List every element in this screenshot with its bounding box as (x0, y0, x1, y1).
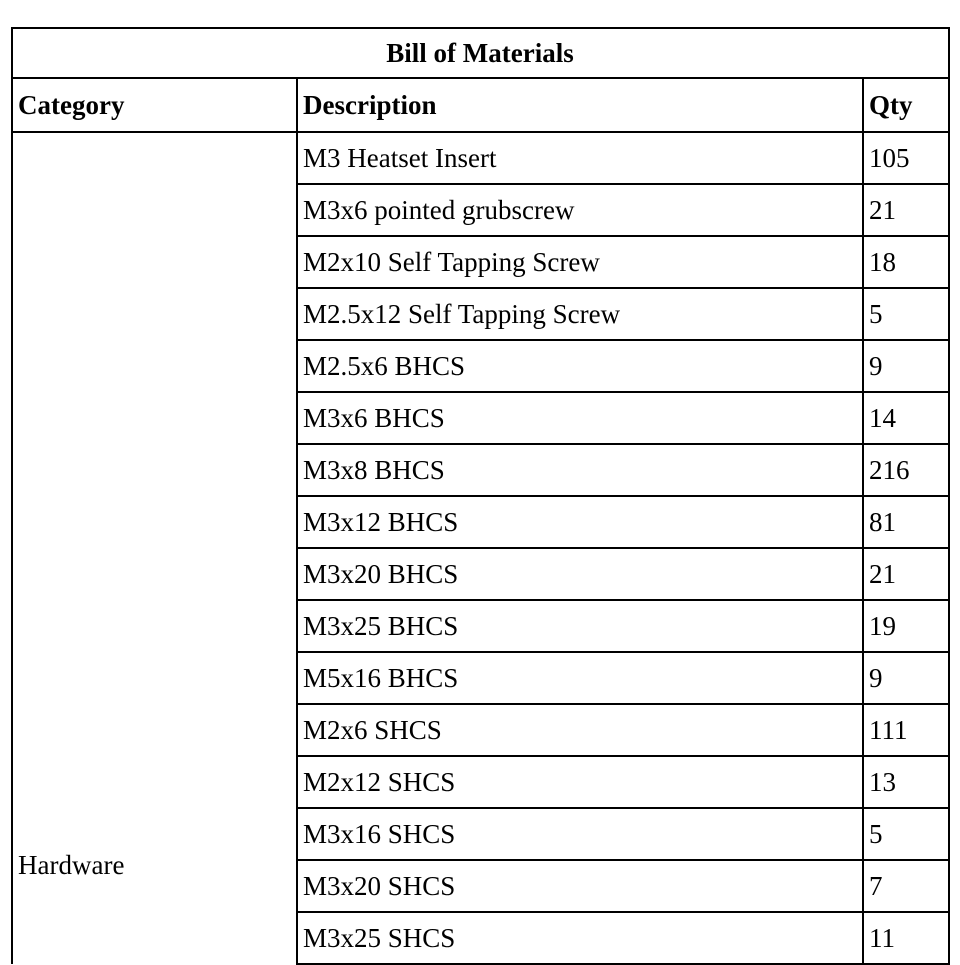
description-cell: M3x25 SHCS (297, 912, 863, 964)
table-header-row (12, 78, 949, 132)
bill-of-materials-table (11, 27, 950, 965)
qty-cell: 5 (863, 288, 949, 340)
table-title: Bill of Materials (12, 28, 949, 78)
category-label: Hardware (18, 850, 125, 880)
qty-cell: 111 (863, 704, 949, 756)
description-cell: M2x6 SHCS (297, 704, 863, 756)
description-cell: M3x16 SHCS (297, 808, 863, 860)
description-cell: M3x25 BHCS (297, 600, 863, 652)
description-cell: M3x6 BHCS (297, 392, 863, 444)
category-cell (12, 132, 297, 964)
description-cell: M3x8 BHCS (297, 444, 863, 496)
table-body (12, 132, 949, 964)
column-header-description: Description (297, 78, 863, 132)
description-cell: M2x12 SHCS (297, 756, 863, 808)
column-header-category: Category (12, 78, 297, 132)
description-cell: M3 Heatset Insert (297, 132, 863, 184)
qty-cell: 81 (863, 496, 949, 548)
description-cell: M2.5x6 BHCS (297, 340, 863, 392)
qty-cell: 9 (863, 652, 949, 704)
description-cell: M3x12 BHCS (297, 496, 863, 548)
description-cell: M5x16 BHCS (297, 652, 863, 704)
qty-cell: 13 (863, 756, 949, 808)
description-cell: M3x20 BHCS (297, 548, 863, 600)
description-cell: M2x10 Self Tapping Screw (297, 236, 863, 288)
description-cell: M3x20 SHCS (297, 860, 863, 912)
qty-cell: 21 (863, 184, 949, 236)
table-title-row (12, 28, 949, 78)
qty-cell: 14 (863, 392, 949, 444)
qty-cell: 216 (863, 444, 949, 496)
description-cell: M3x6 pointed grubscrew (297, 184, 863, 236)
column-header-qty: Qty (863, 78, 949, 132)
qty-cell: 105 (863, 132, 949, 184)
qty-cell: 18 (863, 236, 949, 288)
description-cell: M2.5x12 Self Tapping Screw (297, 288, 863, 340)
qty-cell: 9 (863, 340, 949, 392)
qty-cell: 21 (863, 548, 949, 600)
qty-cell: 5 (863, 808, 949, 860)
qty-cell: 19 (863, 600, 949, 652)
qty-cell: 7 (863, 860, 949, 912)
qty-cell: 11 (863, 912, 949, 964)
table-row (12, 132, 949, 184)
